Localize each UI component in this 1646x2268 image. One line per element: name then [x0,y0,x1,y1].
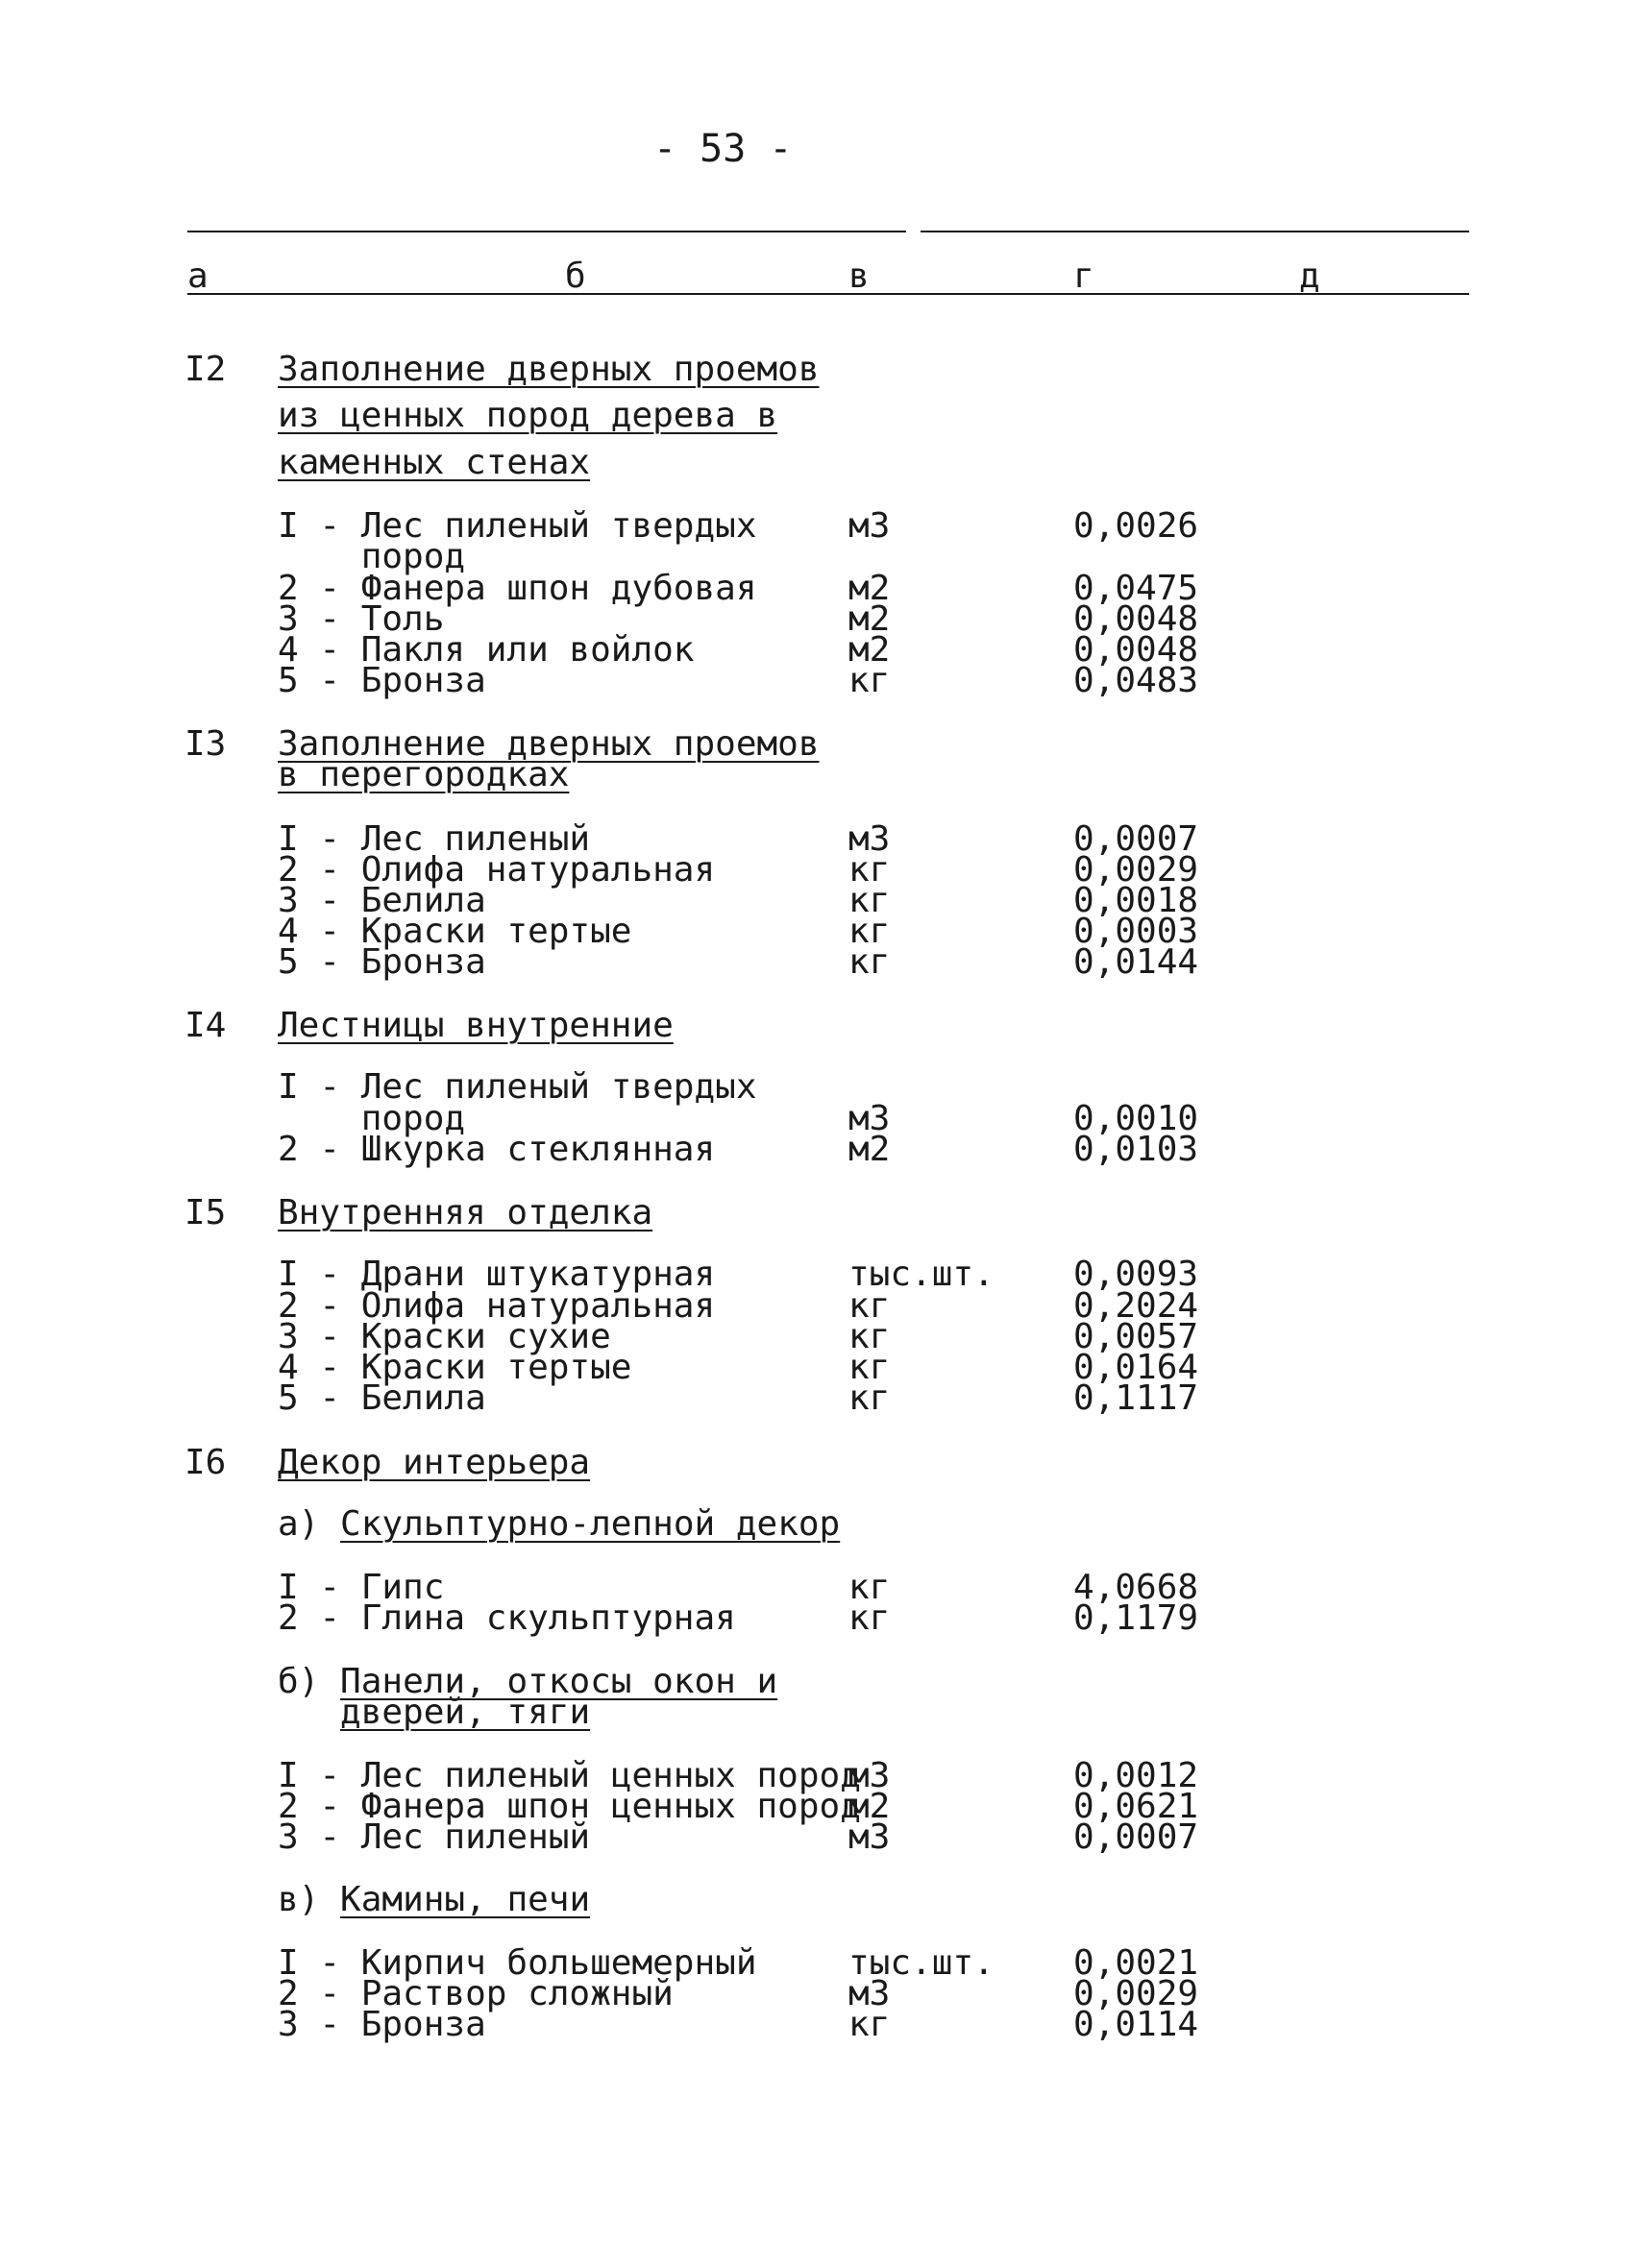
item-text: I - Лес пиленый ценных пород [278,1756,861,1795]
item-unit: м3 [848,819,891,859]
item-value: 0,0018 [1073,881,1199,920]
subsection-title-text: Скульптурно-лепной декор [340,1504,841,1544]
item-text: 3 - Краски сухие [278,1317,611,1356]
item-unit: м2 [848,1787,891,1826]
item-value: 0,0093 [1073,1255,1199,1294]
item-unit: кг [848,850,891,890]
section-title: из ценных пород дерева в [278,396,778,435]
item-unit: м3 [848,1099,891,1138]
section-title: Лестницы внутренние [278,1006,674,1045]
item-text: 3 - Белила [278,881,486,920]
item-unit: м3 [848,1974,891,2013]
item-value: 0,0021 [1073,1943,1199,1983]
item-text: 5 - Бронза [278,942,486,982]
top-rule-left [187,231,906,232]
section-number: I3 [184,724,227,764]
section-title: Заполнение дверных проемов [278,350,820,389]
col-header-a: а [187,256,209,296]
item-unit: кг [848,1317,891,1356]
item-text: 4 - Пакля или войлок [278,630,695,670]
item-unit: м2 [848,1130,891,1169]
item-value: 0,0057 [1073,1317,1199,1356]
item-value: 0,0164 [1073,1348,1199,1387]
item-unit: кг [848,942,891,982]
item-value: 0,1117 [1073,1378,1199,1418]
col-header-d: д [1299,256,1320,296]
item-text: 5 - Бронза [278,661,486,700]
item-text: 2 - Глина скульптурная [278,1598,736,1638]
item-text: 2 - Шкурка стеклянная [278,1130,716,1169]
top-rule-right [921,231,1469,232]
item-value: 0,0048 [1073,599,1199,639]
col-header-b: б [565,256,586,296]
item-text: I - Лес пиленый твердых [278,506,757,546]
section-title: каменных стенах [278,443,591,482]
subsection-title [278,1880,591,1919]
item-text: пород [278,1099,466,1138]
item-unit: м2 [848,630,891,670]
item-value: 0,0621 [1073,1787,1199,1826]
section-number: I5 [184,1193,227,1232]
item-text: 4 - Краски тертые [278,1348,632,1387]
section-number: I6 [184,1443,227,1482]
subsection-title-text: дверей, тяги [340,1693,591,1732]
item-text: 2 - Олифа натуральная [278,850,716,890]
item-text: пород [278,537,466,576]
item-unit: кг [848,2005,891,2044]
item-value: 0,0144 [1073,942,1199,982]
header-rule [187,293,1469,295]
section-title: Заполнение дверных проемов [278,724,820,764]
item-value: 0,0048 [1073,630,1199,670]
item-text: 2 - Раствор сложный [278,1974,674,2013]
item-value: 0,0475 [1073,569,1199,608]
subsection-title-text: Панели, откосы окон и [340,1662,778,1701]
item-value: 0,0483 [1073,661,1199,700]
col-header-v: в [848,256,870,296]
subsection-prefix: б) [278,1662,320,1701]
item-text: I - Лес пиленый [278,819,591,859]
item-unit: кг [848,1568,891,1607]
item-unit: тыс.шт. [848,1943,995,1983]
item-text: I - Драни штукатурная [278,1255,716,1294]
section-number: I4 [184,1006,227,1045]
item-unit: кг [848,1598,891,1638]
item-value: 0,0007 [1073,1817,1199,1857]
item-text: 2 - Фанера шпон ценных пород [278,1787,861,1826]
section-number: I2 [184,350,227,389]
item-text: 2 - Фанера шпон дубовая [278,569,757,608]
item-text: 5 - Белила [278,1378,486,1418]
item-text: I - Гипс [278,1568,445,1607]
item-value: 4,0668 [1073,1568,1199,1607]
item-unit: м3 [848,1817,891,1857]
item-value: 0,0003 [1073,912,1199,951]
subsection-prefix: в) [278,1880,320,1919]
item-text: 3 - Бронза [278,2005,486,2044]
item-unit: кг [848,661,891,700]
item-text: I - Кирпич большемерный [278,1943,757,1983]
item-unit: кг [848,912,891,951]
item-text: I - Лес пиленый твердых [278,1067,757,1107]
item-value: 0,0012 [1073,1756,1199,1795]
subsection-title-text: Камины, печи [340,1880,591,1919]
item-unit: кг [848,1378,891,1418]
page-number: - 53 - [653,127,793,171]
col-header-g: г [1073,256,1094,296]
item-text: 3 - Толь [278,599,445,639]
item-unit: м2 [848,599,891,639]
item-value: 0,0029 [1073,850,1199,890]
item-value: 0,0114 [1073,2005,1199,2044]
item-value: 0,0029 [1073,1974,1199,2013]
item-unit: м2 [848,569,891,608]
item-unit: м3 [848,506,891,546]
item-value: 0,0103 [1073,1130,1199,1169]
section-title: Внутренняя отделка [278,1193,653,1232]
section-title: в перегородках [278,755,570,794]
item-unit: тыс.шт. [848,1255,995,1294]
section-title: Декор интерьера [278,1443,591,1482]
item-unit: кг [848,1348,891,1387]
subsection-title [278,1693,591,1732]
item-value: 0,0007 [1073,819,1199,859]
item-unit: кг [848,1286,891,1326]
item-text: 2 - Олифа натуральная [278,1286,716,1326]
subsection-title [278,1504,841,1544]
item-unit: кг [848,881,891,920]
item-value: 0,2024 [1073,1286,1199,1326]
subsection-prefix: а) [278,1504,320,1544]
item-text: 3 - Лес пиленый [278,1817,591,1857]
item-value: 0,0026 [1073,506,1199,546]
item-value: 0,1179 [1073,1598,1199,1638]
item-unit: м3 [848,1756,891,1795]
item-value: 0,0010 [1073,1099,1199,1138]
item-text: 4 - Краски тертые [278,912,632,951]
